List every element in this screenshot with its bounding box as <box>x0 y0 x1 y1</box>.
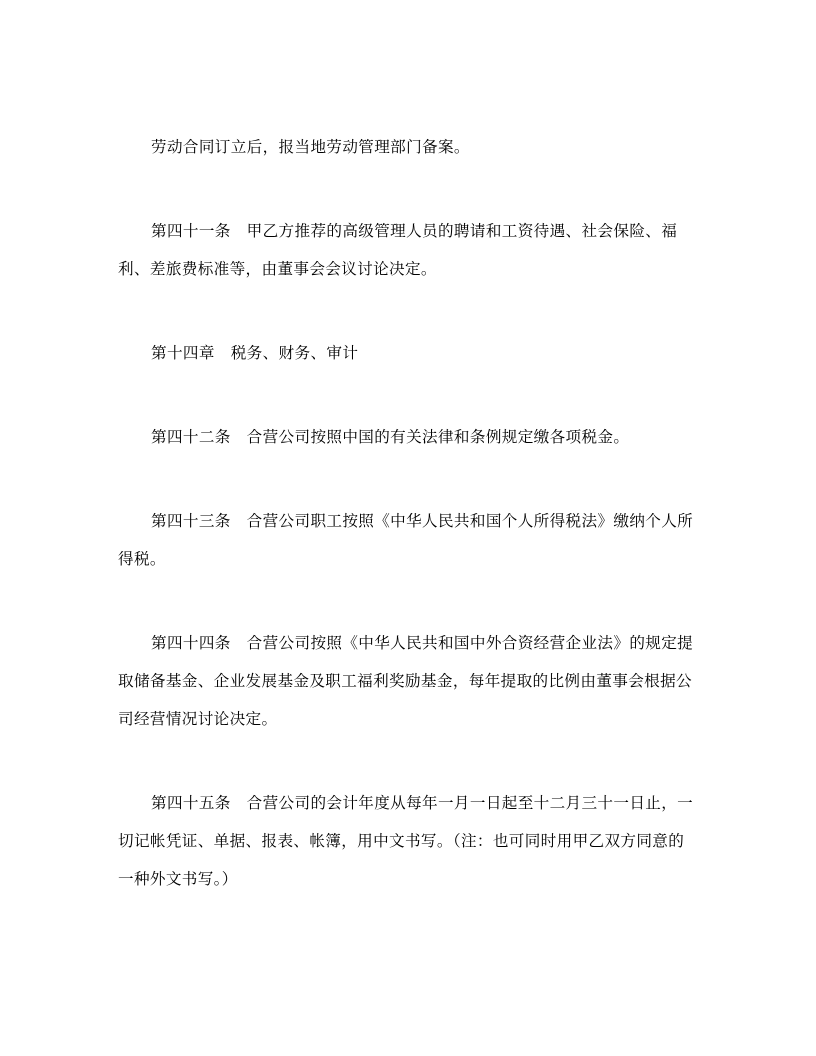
paragraph-article-41: 第四十一条 甲乙方推荐的高级管理人员的聘请和工资待遇、社会保险、福利、差旅费标准等，由董事会会议讨论决定。 <box>118 222 678 278</box>
chapter-14-heading: 第十四章 税务、财务、审计 <box>151 344 359 362</box>
paragraph-labor-contract-filing: 劳动合同订立后，报当地劳动管理部门备案。 <box>151 138 470 156</box>
paragraph-article-44: 第四十四条 合营公司按照《中华人民共和国中外合资经营企业法》的规定提取储备基金、企业发展基金及职工福利奖励基金，每年提取的比例由董事会根据公司经营情况讨论决定。 <box>118 634 694 728</box>
paragraph-article-42: 第四十二条 合营公司按照中国的有关法律和条例规定缴各项税金。 <box>151 428 630 446</box>
paragraph-article-43: 第四十三条 合营公司职工按照《中华人民共和国个人所得税法》缴纳个人所得税。 <box>118 512 694 568</box>
document-body <box>118 128 700 898</box>
paragraph-article-45: 第四十五条 合营公司的会计年度从每年一月一日起至十二月三十一日止，一切记帐凭证、单据、报表、帐簿，用中文书写。（注：也可同时用甲乙双方同意的一种外文书写。） <box>118 794 694 888</box>
